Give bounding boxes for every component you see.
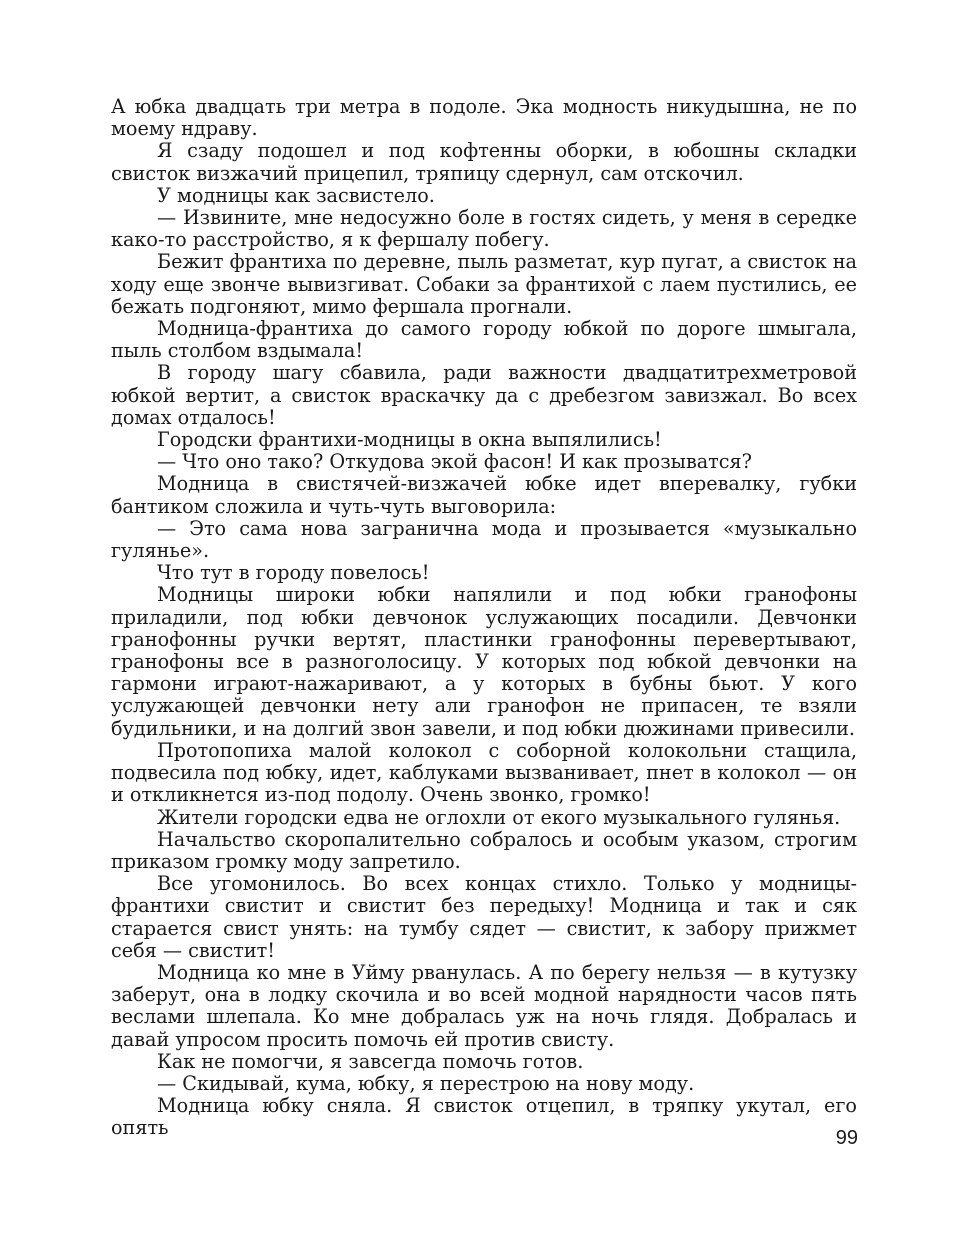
paragraph-19: Как не помогчи, я завсегда помочь готов. — [157, 1049, 584, 1073]
paragraph-7: В городу шагу сбавила, ради важности двадцатитрехметровой юбкой вертит, а свисток враскачку да с дребезгом завизжал. Во всех домах отдалось! — [111, 361, 857, 429]
paragraph-13: Модницы широки юбки напялили и под юбки гранофоны приладили, под юбки девчонок услужающих посадили. Девчонки гранофонны ручки вертят, пластинки гранофонны перевертывают, гранофоны все в разноголосицу. У которых под юбкой девчонки на гармони играют-нажаривают, а у которых в бубны бьют. У кого услужающей девчонки нету али гранофон не припасен, те взяли будильники, и на долгий звон завели, и под юбки дюжинами привесили. — [111, 583, 857, 740]
paragraph-11: — Это сама нова загранична мода и прозывается «музыкально гулянье». — [111, 516, 857, 563]
paragraph-3: У модницы как засвистело. — [157, 183, 435, 207]
paragraph-9: — Что оно тако? Откудова экой фасон! И как прозыватся? — [157, 450, 752, 474]
paragraph-20: — Скидывай, кума, юбку, я перестрою на нову моду. — [157, 1071, 695, 1095]
paragraph-1: А юбка двадцать три метра в подоле. Эка модность никудышна, не по моему ндраву. — [111, 95, 857, 141]
paragraph-2: Я сзаду подошел и под кофтенны оборки, в юбошны складки свисток визжачий прицепил, тряпицу сдернул, сам отскочил. — [111, 139, 857, 185]
paragraph-18: Модница ко мне в Уйму рванулась. А по берегу нельзя — в кутузку заберут, она в лодку скочила и во всей модной нарядности часов пять веслами шлепала. Ко мне добралась уж на ночь глядя. Добралась и давай упросом просить помочь ей против свисту. — [111, 960, 857, 1051]
paragraph-6: Модница-франтиха до самого городу юбкой по дороге шмыгала, пыль столбом вздымала! — [111, 317, 857, 363]
paragraph-8: Городски франтихи-модницы в окна выпялились! — [157, 428, 662, 452]
paragraph-14: Протопопиха малой колокол с соборной колокольни стащила, подвесила под юбку, идет, каблуками вызванивает, пнет в колокол — он и откликнется из-под подолу. Очень звонко, громко! — [111, 738, 857, 807]
paragraph-10: Модница в свистячей-визжачей юбке идет вперевалку, губки бантиком сложила и чуть-чуть выговорила: — [111, 472, 857, 518]
paragraph-12: Что тут в городу повелось! — [157, 561, 430, 585]
paragraph-4: — Извините, мне недосужно боле в гостях сидеть, у меня в середке како-то расстройство, я к фершалу побегу. — [111, 206, 857, 252]
paragraph-15: Жители городски едва не оглохли от екого музыкального гулянья. — [157, 805, 841, 829]
paragraph-16: Начальство скоропалительно собралось и особым указом, строгим приказом громку моду запретило. — [111, 827, 857, 873]
page-text — [111, 96, 857, 1140]
page-number: 99 — [835, 1127, 858, 1149]
paragraph-17: Все угомонилось. Во всех концах стихло. Только у модницы-франтихи свистит и свистит без передыху! Модница и так и сяк старается свист унять: на тумбу сядет — свистит, к забору прижмет себя — свистит! — [111, 872, 857, 962]
paragraph-5: Бежит франтиха по деревне, пыль разметат, кур пугат, а свисток на ходу еще звонче вывизгиват. Собаки за франтихой с лаем пустились, ее бежать подгоняют, мимо фершала прогнали. — [111, 250, 857, 318]
paragraph-21: Модница юбку сняла. Я свисток отцепил, в тряпку укутал, его опять — [111, 1094, 857, 1140]
